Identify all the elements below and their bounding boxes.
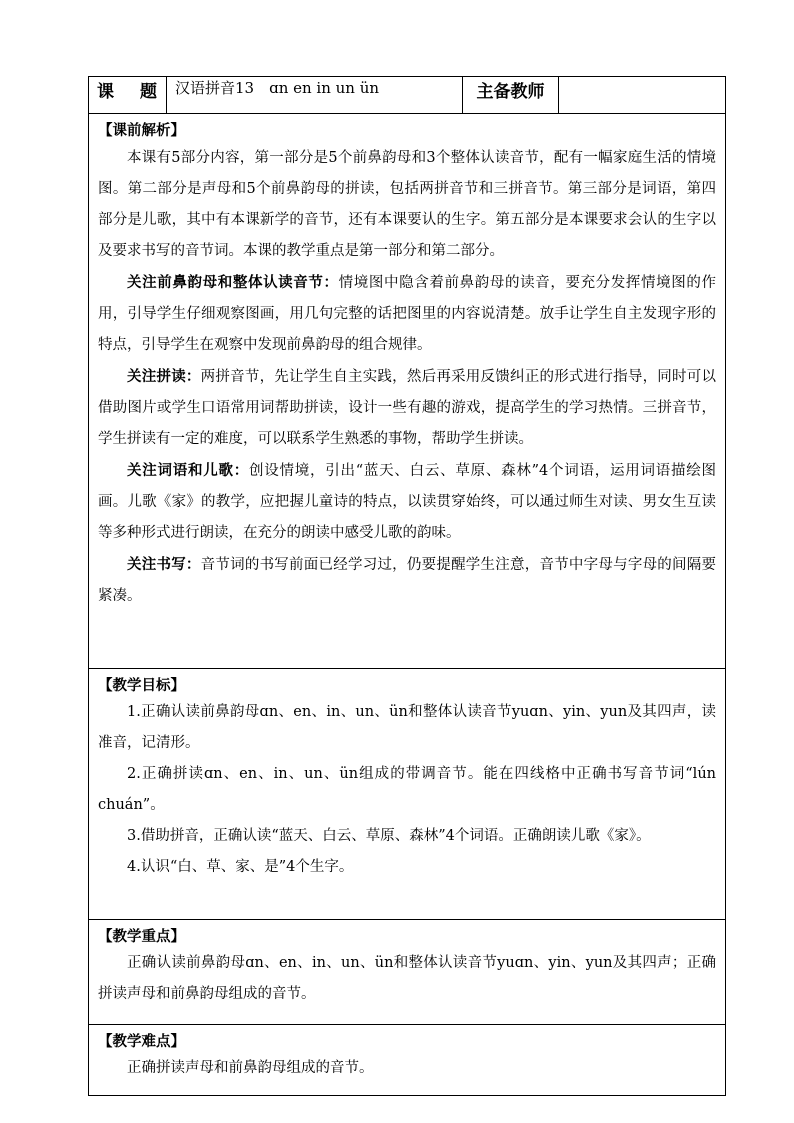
teaching-difficulties-section [89,1025,726,1096]
key-points-title: 【教学重点】 [98,928,185,945]
analysis-paragraph [98,549,716,612]
goal-item: 2.正确拼读ɑn、en、in、un、ün组成的带调音节。能在四线格中正确书写音节词“lún chuán”。 [98,766,716,813]
analysis-paragraph [98,267,716,361]
goal-item: 4.认识“白、草、家、是”4个生字。 [127,859,354,875]
difficulties-title: 【教学难点】 [98,1033,185,1050]
paragraph-lead: 关注书写： [127,556,201,573]
analysis-paragraph [98,142,716,267]
paragraph-lead: 关注词语和儿歌： [127,462,249,479]
analysis-paragraph [98,455,716,549]
difficulties-text: 正确拼读声母和前鼻韵母组成的音节。 [127,1060,374,1076]
paragraph-text: 本课有5部分内容，第一部分是5个前鼻韵母和3个整体认读音节，配有一幅家庭生活的情境图。第二部分是声母和5个前鼻韵母的拼读，包括两拼音节和三拼音节。第三部分是词语，第四部分是儿歌，其中有本课新学的音节，还有本课要认的生字。第五部分是本课要求会认的生字以及要求书写的音节词。本课的教学重点是第一部分和第二部分。 [98,150,716,259]
difficulties-row [89,1025,726,1096]
goals-title: 【教学目标】 [98,677,185,694]
analysis-title: 【课前解析】 [98,122,185,139]
goal-item: 1.正确认读前鼻韵母ɑn、en、in、un、ün和整体认读音节yuɑn、yin、yun及其四声，读准音，记清形。 [98,704,716,751]
topic-value: 汉语拼音13 ɑn en in un ün [167,77,463,114]
paragraph-text: 音节词的书写前面已经学习过，仍要提醒学生注意，音节中字母与字母的间隔要紧凑。 [98,557,716,604]
topic-label-char-2: 题 [140,82,157,102]
goal-item: 3.借助拼音，正确认读“蓝天、白云、草原、森林”4个词语。正确朗读儿歌《家》。 [127,828,651,844]
key-points-text: 正确认读前鼻韵母ɑn、en、in、un、ün和整体认读音节yuɑn、yin、yun及其四声；正确拼读声母和前鼻韵母组成的音节。 [98,955,716,1002]
teaching-goals-section [89,669,726,920]
header-row [89,77,726,114]
lesson-plan-table [88,76,726,1096]
paragraph-text: 创设情境，引出“蓝天、白云、草原、森林”4个词语，运用词语描绘图画。儿歌《家》的教学，应把握儿童诗的特点，以读贯穿始终，可以通过师生对读、男女生互读等多种形式进行朗读，在充分的朗读中感受儿歌的韵味。 [98,463,716,541]
analysis-paragraph [98,361,716,455]
goals-row [89,669,726,920]
topic-label [89,77,167,114]
pre-class-analysis-section [89,114,726,669]
teacher-label: 主备教师 [463,77,559,114]
paragraph-lead: 关注拼读： [127,368,201,385]
teaching-key-points-section [89,920,726,1025]
paragraph-text: 两拼音节，先让学生自主实践，然后再采用反馈纠正的形式进行指导，同时可以借助图片或学生口语常用词帮助拼读，设计一些有趣的游戏，提高学生的学习热情。三拼音节，学生拼读有一定的难度，可以联系学生熟悉的事物，帮助学生拼读。 [98,369,716,447]
teacher-value[interactable] [559,77,726,114]
key-points-row [89,920,726,1025]
paragraph-lead: 关注前鼻韵母和整体认读音节： [127,274,339,291]
analysis-row [89,114,726,669]
paragraph-text: 情境图中隐含着前鼻韵母的读音，要充分发挥情境图的作用，引导学生仔细观察图画，用几句完整的话把图里的内容说清楚。放手让学生自主发现字形的特点，引导学生在观察中发现前鼻韵母的组合规律。 [98,275,717,353]
topic-label-char-1: 课 [97,82,114,102]
